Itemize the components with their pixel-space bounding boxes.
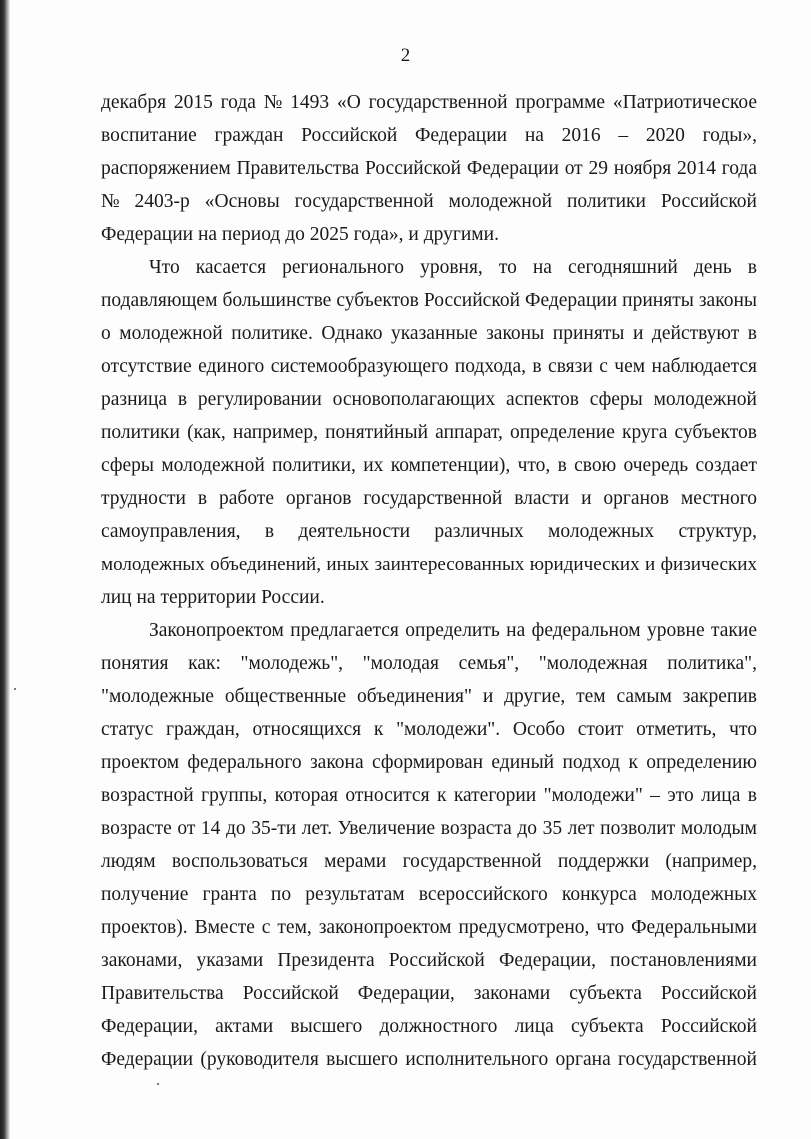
text-line: самоуправления, в деятельности различных молодежных структур,	[101, 521, 757, 542]
paragraph	[101, 251, 757, 614]
text-line: "молодежные общественные объединения" и другие, тем самым закрепив	[101, 686, 757, 707]
text-line: проектом федерального закона сформирован единый подход к определению	[101, 752, 757, 773]
text-line: Что касается регионального уровня, то на сегодняшний день в	[149, 257, 757, 278]
text-line: лиц на территории России.	[101, 587, 325, 608]
text-line: разница в регулировании основополагающих аспектов сферы молодежной	[101, 389, 757, 410]
scan-edge-shadow	[0, 0, 10, 1139]
text-line: воспитание граждан Российской Федерации на 2016 – 2020 годы»,	[101, 125, 757, 146]
text-line: политики (как, например, понятийный аппарат, определение круга субъектов	[101, 422, 757, 443]
text-line: Правительства Российской Федерации, законами субъекта Российской	[101, 983, 757, 1004]
text-line: Федерации (руководителя высшего исполнительного органа государственной	[101, 1049, 757, 1070]
page-number: 2	[400, 45, 411, 66]
text-line: возрасте от 14 до 35-ти лет. Увеличение возраста до 35 лет позволит молодым	[101, 818, 757, 839]
text-line: понятия как: "молодежь", "молодая семья", "молодежная политика",	[101, 653, 757, 674]
scan-speck	[157, 1083, 159, 1085]
text-line: отсутствие единого системообразующего подхода, в связи с чем наблюдается	[101, 356, 757, 377]
text-line: возрастной группы, которая относится к категории "молодежи" – это лица в	[101, 785, 757, 806]
paragraph	[101, 86, 757, 251]
text-line: трудности в работе органов государственной власти и органов местного	[101, 488, 757, 509]
text-line: проектов). Вместе с тем, законопроектом предусмотрено, что Федеральными	[101, 917, 757, 938]
document-body	[101, 86, 757, 1076]
text-line: Законопроектом предлагается определить на федеральном уровне такие	[149, 620, 757, 641]
text-line: статус граждан, относящихся к "молодежи". Особо стоит отметить, что	[101, 719, 757, 740]
text-line: подавляющем большинстве субъектов Российской Федерации приняты законы	[101, 290, 757, 311]
text-line: молодежных объединений, иных заинтересованных юридических и физических	[101, 554, 757, 575]
text-line: законами, указами Президента Российской Федерации, постановлениями	[101, 950, 757, 971]
text-line: сферы молодежной политики, их компетенции), что, в свою очередь создает	[101, 455, 757, 476]
text-line: Федерации на период до 2025 года», и другими.	[101, 224, 499, 245]
text-line: декабря 2015 года № 1493 «О государственной программе «Патриотическое	[101, 92, 757, 113]
text-line: № 2403-р «Основы государственной молодежной политики Российской	[101, 191, 757, 212]
text-line: распоряжением Правительства Российской Федерации от 29 ноября 2014 года	[101, 158, 757, 179]
text-line: о молодежной политике. Однако указанные законы приняты и действуют в	[101, 323, 757, 344]
paragraph	[101, 614, 757, 1076]
text-line: получение гранта по результатам всероссийского конкурса молодежных	[101, 884, 757, 905]
text-line: Федерации, актами высшего должностного лица субъекта Российской	[101, 1016, 757, 1037]
scan-speck	[14, 688, 16, 690]
text-line: людям воспользоваться мерами государственной поддержки (например,	[101, 851, 757, 872]
